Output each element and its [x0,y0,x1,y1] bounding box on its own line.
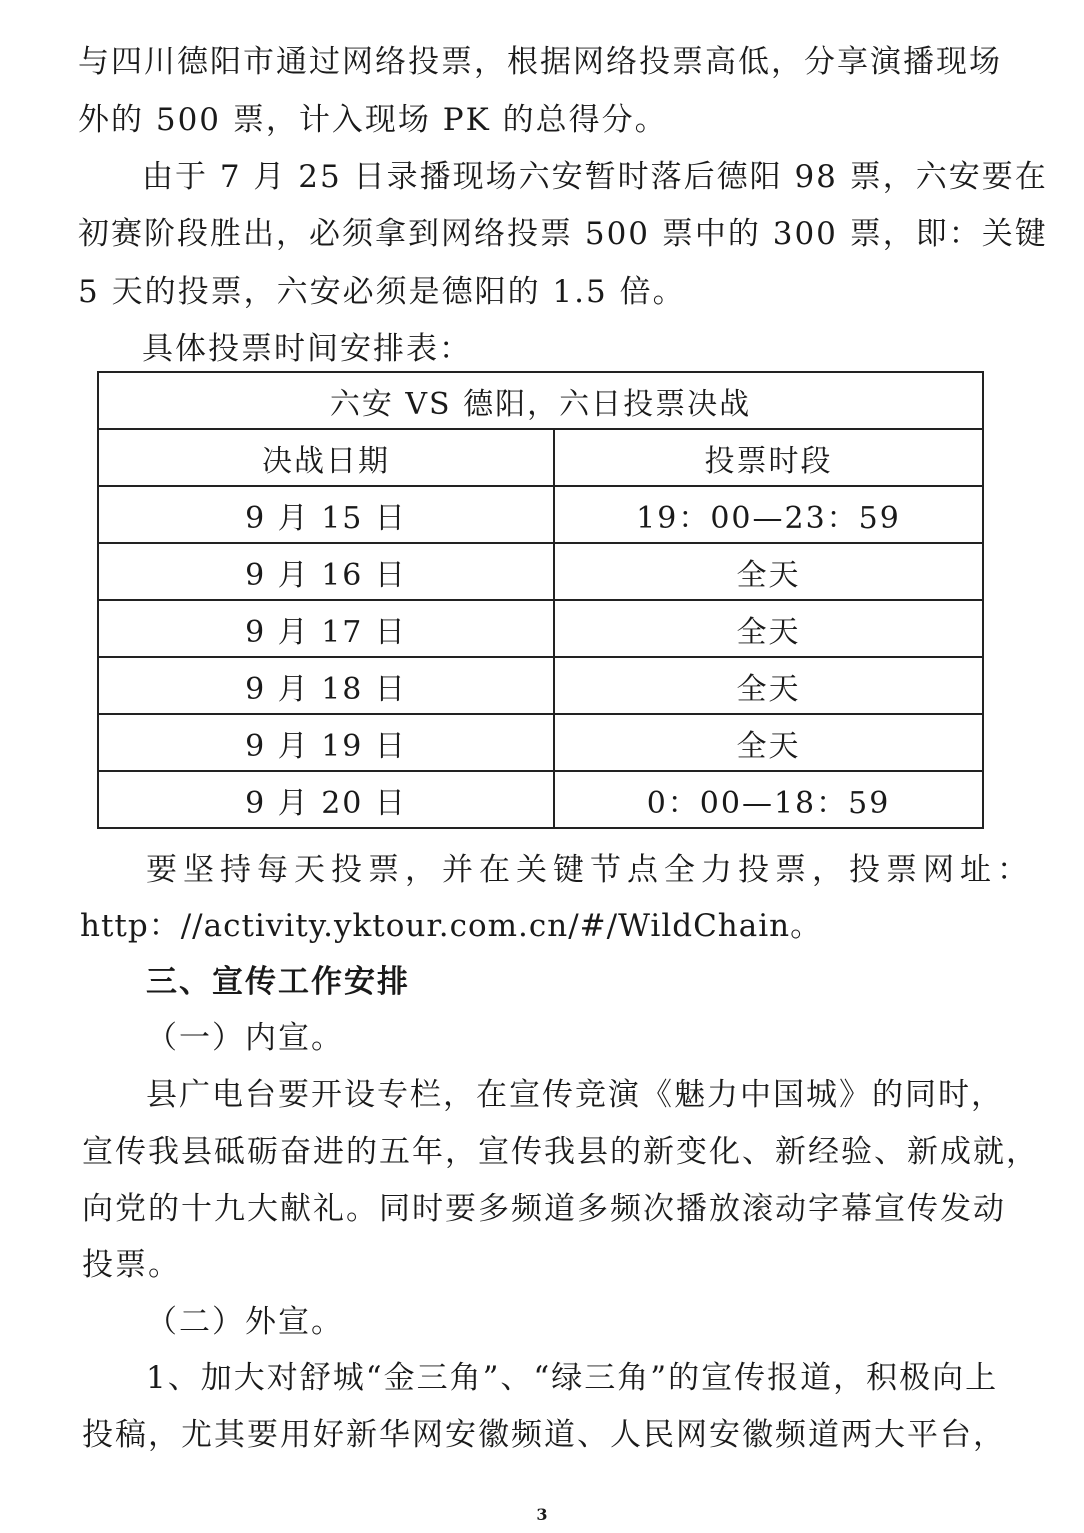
row-date: 9 月 19 日 [98,714,554,771]
paragraph-4-line-4: 投票。 [82,1247,181,1283]
row-period: 全天 [554,657,983,714]
paragraph-2-line-3: 5 天的投票，六安必须是德阳的 1.5 倍。 [78,274,686,310]
row-period: 全天 [554,600,983,657]
paragraph-4-line-1: 县广电台要开设专栏，在宣传竞演《魅力中国城》的同时， [146,1077,1004,1113]
page-number: 3 [536,1505,548,1524]
paragraph-3-line-1: 要坚持每天投票，并在关键节点全力投票，投票网址： [146,852,1034,888]
row-date: 9 月 17 日 [98,600,554,657]
row-period: 全天 [554,543,983,600]
row-date: 9 月 20 日 [98,771,554,828]
section-3-heading: 三、宣传工作安排 [146,964,410,1000]
table-row [98,600,983,657]
table-row [98,771,983,828]
table-caption: 六安 VS 德阳，六日投票决战 [98,372,983,429]
row-date: 9 月 15 日 [98,486,554,543]
header-date: 决战日期 [98,429,554,486]
header-period: 投票时段 [554,429,983,486]
row-date: 9 月 18 日 [98,657,554,714]
paragraph-1-line-1: 与四川德阳市通过网络投票，根据网络投票高低，分享演播现场 [78,44,1002,80]
table-row [98,486,983,543]
vote-schedule-table [97,371,984,829]
row-period: 全天 [554,714,983,771]
paragraph-5-line-1: 1、加大对舒城“金三角”、“绿三角”的宣传报道，积极向上 [146,1360,999,1396]
paragraph-4-line-2: 宣传我县砥砺奋进的五年，宣传我县的新变化、新经验、新成就， [82,1134,1039,1170]
voting-url[interactable]: http：//activity.yktour.com.cn/#/WildChain。 [80,908,823,944]
table-row [98,657,983,714]
sub-1-heading: （一）内宣。 [146,1020,344,1056]
table-row [98,714,983,771]
row-period: 0：00—18：59 [554,771,983,828]
paragraph-4-line-3: 向党的十九大献礼。同时要多频道多频次播放滚动字幕宣传发动 [82,1191,1006,1227]
schedule-intro: 具体投票时间安排表： [142,331,472,367]
paragraph-2-line-1: 由于 7 月 25 日录播现场六安暂时落后德阳 98 票，六安要在 [142,159,1048,195]
paragraph-5-line-2: 投稿，尤其要用好新华网安徽频道、人民网安徽频道两大平台， [82,1417,1006,1453]
row-period: 19：00—23：59 [554,486,983,543]
table-row [98,543,983,600]
paragraph-1-line-2: 外的 500 票，计入现场 PK 的总得分。 [78,102,668,138]
sub-2-heading: （二）外宣。 [146,1304,344,1340]
paragraph-2-line-2: 初赛阶段胜出，必须拿到网络投票 500 票中的 300 票，即：关键 [78,216,1048,252]
row-date: 9 月 16 日 [98,543,554,600]
